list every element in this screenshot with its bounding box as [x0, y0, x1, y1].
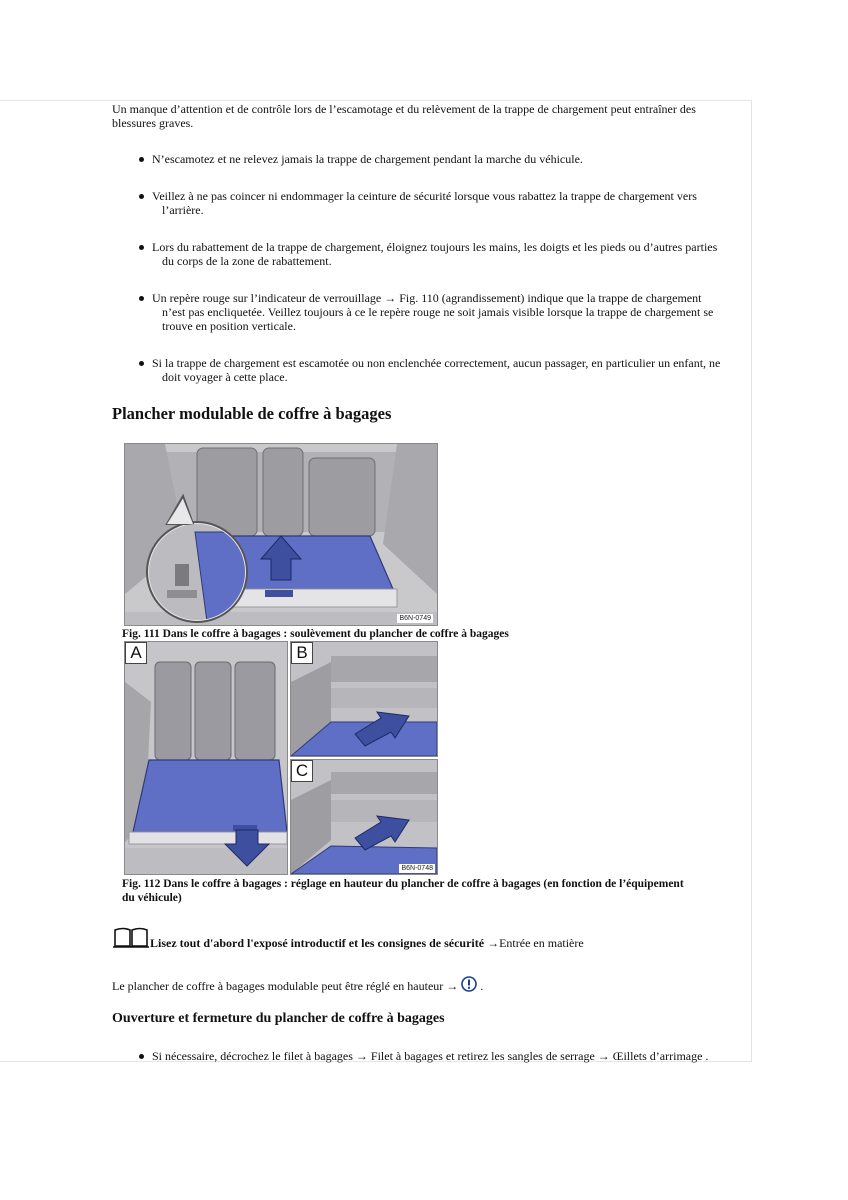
warning-bullet-1 — [152, 152, 742, 166]
warning-bullet-2 — [152, 189, 742, 217]
warning-bullet-5 — [152, 356, 742, 384]
adjust-text: Le plancher de coffre à bagages modulable peut être réglé en hauteur → — [112, 979, 459, 993]
figure-code: B6N-0749 — [399, 615, 431, 622]
bullet-text-cont: n’est pas encliquetée. Veillez toujours à ce le repère rouge ne soit jamais visible lorsque la trappe de chargement se — [162, 305, 714, 319]
figure-112-panel-a — [124, 641, 288, 875]
trunk-floor-lowered-illustration — [125, 642, 287, 874]
trunk-floor-illustration — [125, 444, 437, 625]
page-frame-right — [751, 100, 752, 1062]
figure-111-caption: Fig. 111 Dans le coffre à bagages : soulèvement du plancher de coffre à bagages — [122, 628, 509, 640]
warning-bullet-4 — [152, 291, 742, 333]
bullet-text: Veillez à ne pas coincer ni endommager la ceinture de sécurité lorsque vous rabattez la trappe de chargement vers — [152, 189, 697, 203]
book-icon — [113, 926, 149, 948]
bullet-text: Lors du rabattement de la trappe de chargement, éloignez toujours les mains, les doigts et les pieds ou d’autres parties — [152, 240, 718, 254]
adjust-paragraph — [112, 976, 483, 993]
panel-label-c: C — [291, 760, 313, 782]
read-first-note — [150, 936, 584, 950]
figure-112-caption — [122, 877, 684, 905]
bullet-text: Si nécessaire, décrochez le filet à bagages → Filet à bagages et retirez les sangles de serrage → Œillets d’arrimage . — [152, 1049, 709, 1063]
panel-label-a: A — [125, 642, 147, 664]
bullet-text-cont: du corps de la zone de rabattement. — [162, 254, 332, 268]
section-title: Plancher modulable de coffre à bagages — [112, 404, 392, 423]
caption-line: du véhicule) — [122, 892, 182, 904]
caption-line: Fig. 112 Dans le coffre à bagages : réglage en hauteur du plancher de coffre à bagages (en fonction de l’équipement — [122, 878, 684, 890]
warning-bullet-3 — [152, 240, 742, 268]
panel-label-b: B — [291, 642, 313, 664]
figure-code: B6N-0748 — [401, 865, 433, 872]
warning-circle-icon[interactable] — [461, 976, 477, 992]
figure-112-panel-c — [290, 759, 438, 875]
figure-111-image — [124, 443, 438, 626]
read-first-bold: Lisez tout d'abord l'exposé introductif et les consignes de sécurité — [150, 936, 485, 950]
open-close-bullet — [152, 1049, 747, 1063]
bullet-text: Un repère rouge sur l’indicateur de verrouillage → Fig. 110 (agrandissement) indique que la trappe de chargement — [152, 291, 702, 305]
adjust-end: . — [480, 979, 484, 993]
bullet-text-cont: doit voyager à cette place. — [162, 370, 288, 384]
page-frame-top — [0, 100, 752, 101]
intro-link[interactable]: →Entrée en matière — [487, 936, 584, 950]
bullet-text: Si la trappe de chargement est escamotée ou non enclenchée correctement, aucun passager, en particulier un enfant, ne — [152, 356, 721, 370]
subsection-title: Ouverture et fermeture du plancher de coffre à bagages — [112, 1011, 445, 1026]
warning-intro: Un manque d’attention et de contrôle lors de l’escamotage et du relèvement de la trappe de chargement peut entraîner des blessures graves. — [112, 102, 696, 130]
figure-112-panel-b — [290, 641, 438, 757]
bullet-text-cont: trouve en position verticale. — [162, 319, 296, 333]
bullet-text: N’escamotez et ne relevez jamais la trappe de chargement pendant la marche du véhicule. — [152, 152, 583, 166]
bullet-text-cont: l’arrière. — [162, 203, 204, 217]
